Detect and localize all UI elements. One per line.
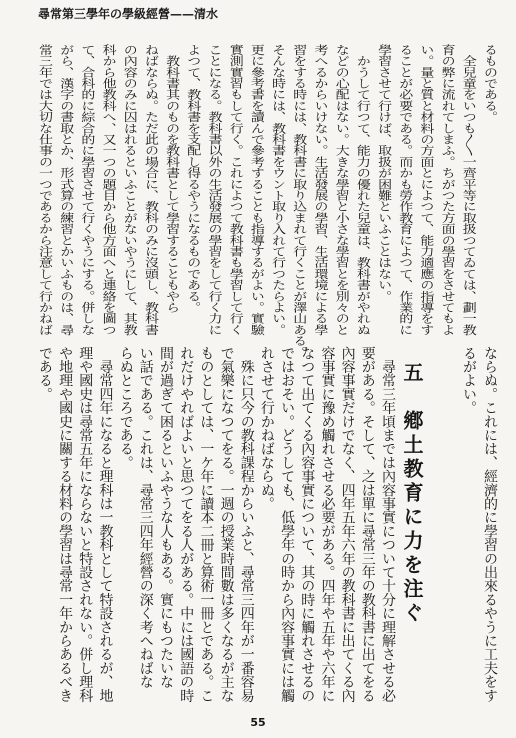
text-column: 教科書其のものを教科書として學習することもやら [164,44,181,313]
text-column: 要がある。そして、之は單に尋常三年の教科書に出てをる [359,346,376,703]
text-column: そんな時には、教科書をウント取り入れて行つたらよい。 [270,44,287,336]
text-column: かうして行つて、能力の優れた兒童は、教科書がやれぬ [354,44,371,336]
text-column: よつて、教科書を支配し得るやうになるものである。 [185,44,202,313]
text-column: 習をする時には、教科書に取り込まれて行くことが澤山ある。 [291,44,308,358]
text-column: の內容のみに囚はれるといふことがないやうにして、其教 [121,44,138,336]
text-column: るものである。 [482,44,498,123]
text-column: 育の弊に流れてしまふ。ちがつた方面の學習をさせてもよ [439,44,456,336]
text-column: ではおそい。どうしても、低學年の時から內容事實には觸 [279,346,296,703]
text-column: ることが必要である。而かも勞作教育によつて、作業的に [397,44,414,336]
text-column: い。量と質と材料の方面とによつて、能力適應の指導をす [418,44,435,336]
text-column: 實測實習もして行く。これによつて教科書も學習して行く [227,44,244,336]
text-column: 考へるからいけない。生活發展の學習、生活環境による學 [312,44,329,336]
text-column: 尋常三年頃までは內容事實について十分に理解させる必 [380,346,396,703]
text-column: ならぬ。これには、經濟的に學習の出來るやうに工夫をす [482,346,498,703]
text-column: ことになる。教科書以外の生活發展の學習をして行く力に [206,44,223,336]
upper-text-block [0,44,516,358]
text-column: 理や國史は尋常五年にならないと特設されない。併し理科 [77,346,94,703]
text-column: い話である。これは、尋常三四年經營の深く考へねばな [137,346,154,689]
text-column: 更に參考書を讀んで參考することも指導するがよい。實驗 [248,44,265,336]
lower-text-block [0,346,516,706]
text-column: 容事實に豫め觸れさせる必要がある。四年や五年や六年に [319,346,336,703]
text-column: ものとしては、一ケ年に讀本二冊と算術一冊とである。こ [198,346,215,703]
text-column: 學習させて行けば、取扱が困難といふことはない。 [376,44,393,302]
text-column: 殊に只今の教科課程からいふと、尋常三四年が一番容易 [238,346,255,703]
page-number: 55 [250,716,266,729]
text-column: らぬところである。 [117,346,134,470]
text-column: なつて出てくる內容事實について、其の時に觸れさせるの [299,346,316,703]
text-column: などの心配はない。大きな學習と小さな學習とを別々のと [333,44,350,336]
text-column: れだけやればよいと思つてをる人がある。中には國語の時 [178,346,195,703]
text-column: である。 [36,346,53,401]
text-column: 內容事實だけでなく、四年五年六年の教科書に出てくる內 [339,346,356,703]
text-column: るがよい。 [461,346,477,415]
text-column: がら、漢字の書取とか、形式算の練習とかいふものは、尋 [58,44,75,336]
text-column: れさせて行かねばならぬ。 [258,346,275,511]
text-column: 尋常四年になると理科は一教科として特設されるが、地 [97,346,114,703]
running-header: 尋常第三學年の學級經營——清水 [38,7,219,21]
text-column: て、合科的に綜合的に學習させて行くやうにする。併しな [79,44,96,336]
text-column: 間が過ぎて困るといふやうな人もある。實にもつたいな [158,346,174,689]
text-column: 科から他教科へ、又一つの題目から他方面へと連絡を圖つ [100,44,117,336]
text-column: で氣樂になつてをる。一週の授業時間數は多くなるが主な [218,346,235,703]
section-heading: 五 鄕土教育に力を注ぐ [400,362,424,626]
text-column: 全兒童をいつも〳〵一齊平等に取扱つてゐては、劃一教 [460,44,477,336]
text-column: や地理や國史に關する材料の學習は尋常一年からあるべき [57,346,74,703]
text-column: ねばならぬ。ただ此の場合に、教科のみに沒頭し、教科書 [143,44,159,336]
text-column: 常三年では大切な仕事の一つであるから注意して行かねば [37,44,53,336]
